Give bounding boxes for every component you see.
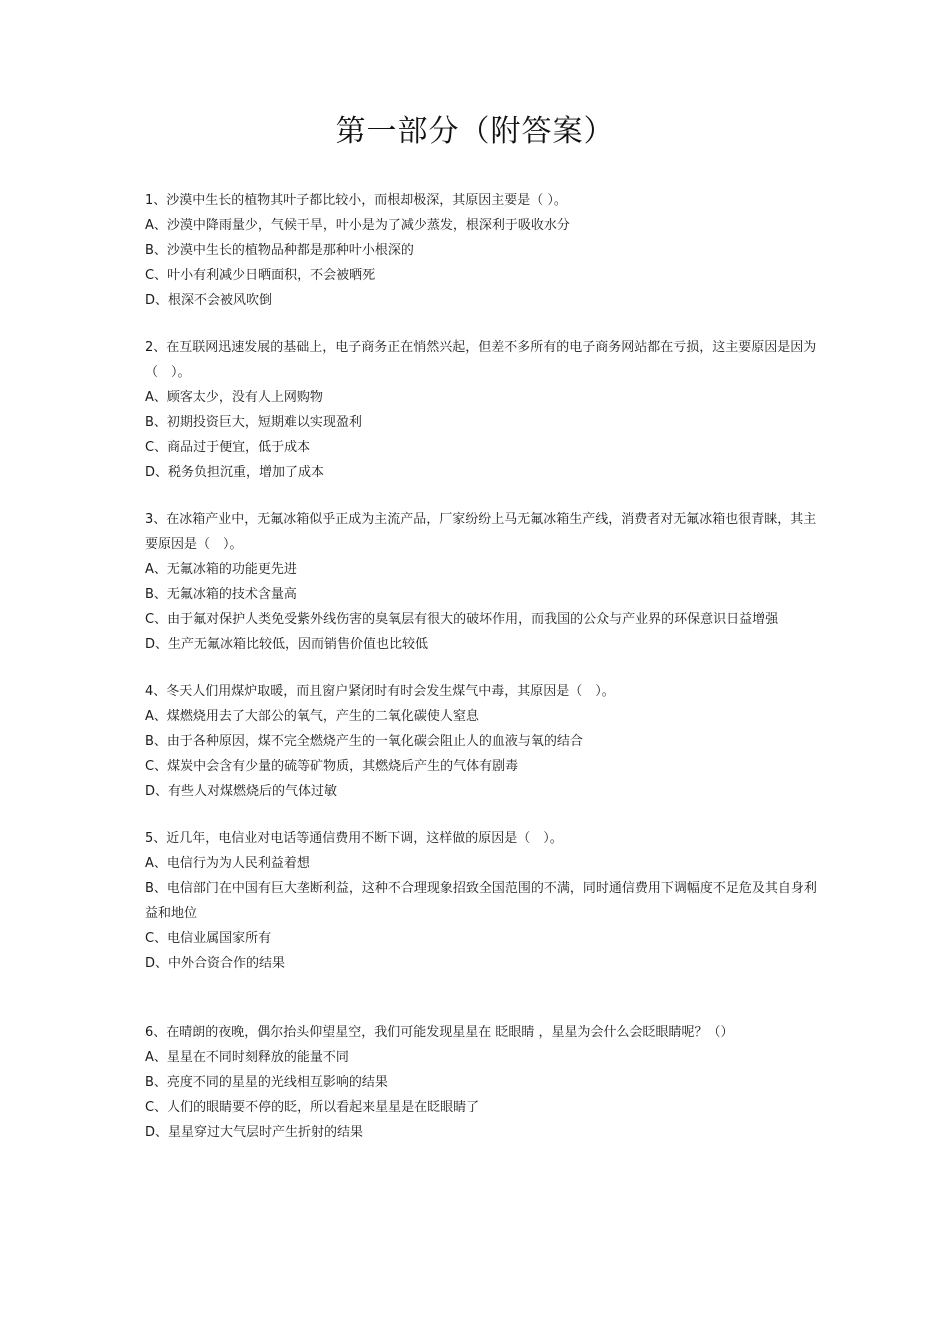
option-d: D、根深不会被风吹倒	[145, 293, 273, 308]
option-b: B、沙漠中生长的植物品种都是那种叶小根深的	[145, 243, 414, 258]
option-a: A、星星在不同时刻释放的能量不同	[145, 1050, 349, 1065]
option-a: A、电信行为为人民利益着想	[145, 856, 310, 871]
option-a: A、沙漠中降雨量少，气候干旱，叶小是为了减少蒸发，根深利于吸收水分	[145, 218, 570, 233]
option-a: A、顾客太少，没有人上网购物	[145, 390, 323, 405]
question-2	[145, 335, 817, 485]
option-b: B、由于各种原因，煤不完全燃烧产生的一氧化碳会阻止人的血液与氧的结合	[145, 734, 583, 749]
option-c: C、煤炭中会含有少量的硫等矿物质，其燃烧后产生的气体有剧毒	[145, 759, 519, 774]
option-c: C、商品过于便宜，低于成本	[145, 440, 311, 455]
question-stem: 6、在晴朗的夜晚，偶尔抬头仰望星空，我们可能发现星星在 眨眼睛 ，星星为会什么会眨眼睛呢？（）	[145, 1025, 734, 1040]
question-3	[145, 507, 817, 657]
question-stem: 1、沙漠中生长的植物其叶子都比较小，而根却极深，其原因主要是（ ）。	[145, 193, 567, 208]
option-d: D、生产无氟冰箱比较低，因而销售价值也比较低	[145, 637, 429, 652]
option-a: A、煤燃烧用去了大部公的氧气，产生的二氧化碳使人窒息	[145, 709, 479, 724]
question-list	[145, 188, 817, 1167]
option-d: D、中外合资合作的结果	[145, 956, 286, 971]
question-1	[145, 188, 817, 313]
option-c: C、由于氟对保护人类免受紫外线伤害的臭氧层有很大的破坏作用，而我国的公众与产业界的环保意识日益增强	[145, 612, 779, 627]
question-5	[145, 826, 817, 976]
option-c: C、电信业属国家所有	[145, 931, 272, 946]
option-d: D、星星穿过大气层时产生折射的结果	[145, 1125, 364, 1140]
page-title: 第一部分（附答案）	[335, 114, 615, 149]
question-stem: 5、近几年，电信业对电话等通信费用不断下调，这样做的原因是（ ）。	[145, 831, 563, 846]
question-stem: 3、在冰箱产业中，无氟冰箱似乎正成为主流产品，厂家纷纷上马无氟冰箱生产线，消费者对无氟冰箱也很青睐，其主要原因是（ ）。	[145, 512, 817, 552]
option-d: D、有些人对煤燃烧后的气体过敏	[145, 784, 338, 799]
question-6	[145, 1020, 817, 1145]
option-b: B、初期投资巨大，短期难以实现盈利	[145, 415, 362, 430]
option-b: B、亮度不同的星星的光线相互影响的结果	[145, 1075, 388, 1090]
option-c: C、叶小有利减少日晒面积，不会被晒死	[145, 268, 376, 283]
option-c: C、人们的眼睛要不停的眨，所以看起来星星是在眨眼睛了	[145, 1100, 480, 1115]
question-4	[145, 679, 817, 804]
question-stem: 4、冬天人们用煤炉取暖，而且窗户紧闭时有时会发生煤气中毒，其原因是（ ）。	[145, 684, 615, 699]
option-b: B、电信部门在中国有巨大垄断利益，这种不合理现象招致全国范围的不满，同时通信费用下调幅度不足危及其自身利益和地位	[145, 881, 817, 921]
option-d: D、税务负担沉重，增加了成本	[145, 465, 325, 480]
option-b: B、无氟冰箱的技术含量高	[145, 587, 297, 602]
question-stem: 2、在互联网迅速发展的基础上，电子商务正在悄然兴起，但差不多所有的电子商务网站都在亏损，这主要原因是因为（ ）。	[145, 340, 817, 380]
option-a: A、无氟冰箱的功能更先进	[145, 562, 297, 577]
